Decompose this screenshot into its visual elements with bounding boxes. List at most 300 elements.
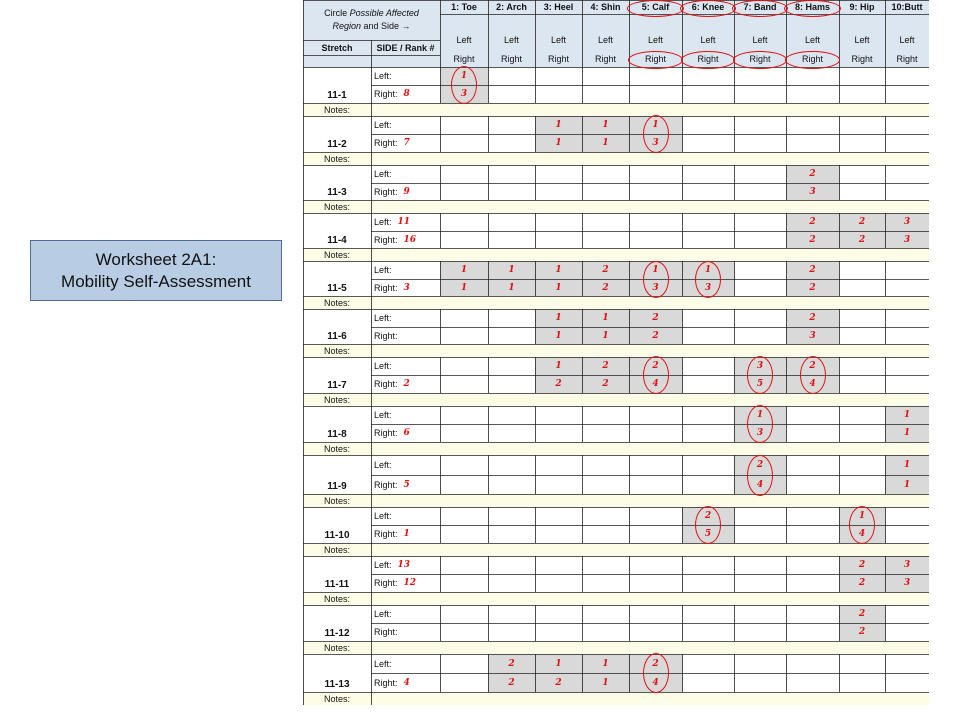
score-left-11-9-10 <box>885 455 929 475</box>
score-left-11-4-8 <box>786 213 839 231</box>
right-score: 2 <box>858 627 866 637</box>
score-left-11-6-7 <box>734 309 786 327</box>
right-rank-value: 4 <box>403 677 410 688</box>
right-score: 3 <box>652 282 659 293</box>
score-left-11-1-5 <box>629 67 682 85</box>
score-right-11-7-10 <box>885 375 929 393</box>
right-score: 5 <box>756 379 764 389</box>
score-left-11-3-6 <box>682 165 734 183</box>
left-score: 1 <box>508 265 515 275</box>
score-left-11-2-10 <box>885 116 929 134</box>
right-score: 4 <box>858 529 866 539</box>
left-score: 2 <box>858 609 866 619</box>
score-left-11-4-3 <box>535 213 582 231</box>
left-score: 2 <box>704 511 712 521</box>
stretch-name-11-11: 11-11 <box>324 579 350 590</box>
score-left-11-13-7 <box>734 654 786 673</box>
right-rank-value: 7 <box>403 138 410 148</box>
score-right-11-7-8 <box>786 375 839 393</box>
score-left-11-2-4 <box>582 116 629 134</box>
score-right-11-7-6 <box>682 375 734 393</box>
score-left-11-4-1 <box>440 213 488 231</box>
region-left-label-8: Left <box>786 32 839 48</box>
score-right-11-5-6 <box>682 279 734 296</box>
score-left-11-2-5 <box>629 116 682 134</box>
notes-label-11-10: Notes: <box>303 543 371 556</box>
score-left-11-2-8 <box>786 116 839 134</box>
left-label-11-12 <box>371 605 440 623</box>
right-side-label: Right: <box>374 627 398 637</box>
score-left-11-4-6 <box>682 213 734 231</box>
score-left-11-13-10 <box>885 654 929 673</box>
right-side-label: Right: <box>374 677 398 688</box>
right-rank-value: 16 <box>403 234 417 245</box>
left-score: 2 <box>809 361 816 371</box>
region-header-4: 4: Shin <box>582 0 629 14</box>
score-right-11-7-7 <box>734 375 786 393</box>
score-left-11-12-4 <box>582 605 629 623</box>
score-right-11-5-9 <box>839 279 885 296</box>
score-right-11-13-2 <box>488 673 535 692</box>
region-right-label-7: Right <box>734 51 786 67</box>
notes-label-11-7: Notes: <box>303 393 371 406</box>
circle-instruction <box>303 0 440 40</box>
left-side-label: Left: <box>374 658 392 669</box>
left-score: 1 <box>555 265 562 275</box>
left-score: 2 <box>652 361 659 371</box>
left-score: 1 <box>460 265 468 275</box>
right-label-11-1 <box>371 85 440 103</box>
region-header-10: 10:Butt <box>885 0 929 14</box>
score-right-11-8-1 <box>440 424 488 442</box>
region-header-2: 2: Arch <box>488 0 535 14</box>
stretch-name-11-10: 11-10 <box>324 530 350 541</box>
score-right-11-13-10 <box>885 673 929 692</box>
score-left-11-8-1 <box>440 406 488 424</box>
left-side-label: Left: <box>374 169 392 179</box>
notes-field-11-10 <box>371 543 929 556</box>
region-right-label-10: Right <box>885 51 929 67</box>
score-right-11-9-5 <box>629 475 682 494</box>
notes-field-11-12 <box>371 641 929 654</box>
region-header-3: 3: Heel <box>535 0 582 14</box>
left-score: 2 <box>858 560 866 570</box>
right-score: 1 <box>555 282 562 293</box>
score-right-11-5-10 <box>885 279 929 296</box>
score-left-11-6-3 <box>535 309 582 327</box>
score-right-11-4-1 <box>440 231 488 248</box>
left-label-11-13 <box>371 654 440 673</box>
score-right-11-9-4 <box>582 475 629 494</box>
score-left-11-6-6 <box>682 309 734 327</box>
score-right-11-4-5 <box>629 231 682 248</box>
score-left-11-9-2 <box>488 455 535 475</box>
score-left-11-10-2 <box>488 507 535 525</box>
score-right-11-3-8 <box>786 183 839 200</box>
score-right-11-2-6 <box>682 134 734 152</box>
right-score: 1 <box>602 138 609 148</box>
score-left-11-13-8 <box>786 654 839 673</box>
score-right-11-8-4 <box>582 424 629 442</box>
score-left-11-11-4 <box>582 556 629 574</box>
right-score: 1 <box>555 330 562 341</box>
score-right-11-11-6 <box>682 574 734 592</box>
left-score: 2 <box>602 265 609 275</box>
region-left-label-1: Left <box>440 32 488 48</box>
left-label-11-11 <box>371 556 440 574</box>
score-left-11-3-7 <box>734 165 786 183</box>
score-left-11-4-5 <box>629 213 682 231</box>
region-left-label-2: Left <box>488 32 535 48</box>
right-score: 2 <box>858 234 866 245</box>
region-left-label-6: Left <box>682 32 734 48</box>
right-side-label: Right: <box>374 529 398 539</box>
score-left-11-1-1 <box>440 67 488 85</box>
instruction-side-text: and Side → <box>361 21 411 31</box>
left-score: 2 <box>652 313 659 323</box>
right-side-label: Right: <box>374 138 398 148</box>
notes-field-11-11 <box>371 592 929 605</box>
left-score: 2 <box>602 361 609 371</box>
score-left-11-12-8 <box>786 605 839 623</box>
score-right-11-7-2 <box>488 375 535 393</box>
score-left-11-3-2 <box>488 165 535 183</box>
notes-field-11-9 <box>371 494 929 507</box>
left-score: 3 <box>756 361 764 371</box>
score-left-11-2-6 <box>682 116 734 134</box>
right-rank-value: 2 <box>403 379 410 389</box>
right-score: 1 <box>508 282 515 293</box>
score-right-11-2-7 <box>734 134 786 152</box>
region-header-6: 6: Knee <box>682 0 734 14</box>
score-right-11-5-3 <box>535 279 582 296</box>
score-right-11-6-10 <box>885 327 929 344</box>
side-rank-header: SIDE / Rank # <box>371 40 440 55</box>
stretch-name-11-5: 11-5 <box>327 283 347 294</box>
score-right-11-1-10 <box>885 85 929 103</box>
right-side-label: Right: <box>374 282 398 293</box>
score-right-11-1-6 <box>682 85 734 103</box>
region-right-label-4: Right <box>582 51 629 67</box>
region-right-label-1: Right <box>440 51 488 67</box>
score-right-11-10-9 <box>839 525 885 543</box>
notes-field-11-4 <box>371 248 929 261</box>
score-left-11-9-3 <box>535 455 582 475</box>
region-left-label-3: Left <box>535 32 582 48</box>
right-score: 2 <box>602 282 609 293</box>
right-label-11-4 <box>371 231 440 248</box>
score-left-11-10-3 <box>535 507 582 525</box>
right-score: 1 <box>555 138 562 148</box>
score-left-11-3-4 <box>582 165 629 183</box>
right-label-11-12 <box>371 623 440 641</box>
right-label-11-13 <box>371 673 440 692</box>
region-left-label-5: Left <box>629 32 682 48</box>
right-side-label: Right: <box>374 578 398 588</box>
score-right-11-8-3 <box>535 424 582 442</box>
stretch-name-11-9: 11-9 <box>327 481 347 492</box>
notes-field-11-6 <box>371 344 929 357</box>
score-right-11-6-5 <box>629 327 682 344</box>
score-left-11-7-4 <box>582 357 629 375</box>
left-score: 1 <box>555 313 562 323</box>
score-left-11-10-5 <box>629 507 682 525</box>
score-left-11-11-10 <box>885 556 929 574</box>
score-left-11-2-3 <box>535 116 582 134</box>
score-left-11-8-4 <box>582 406 629 424</box>
score-right-11-7-5 <box>629 375 682 393</box>
right-side-label: Right: <box>374 89 398 99</box>
score-right-11-10-5 <box>629 525 682 543</box>
score-right-11-2-1 <box>440 134 488 152</box>
right-label-11-5 <box>371 279 440 296</box>
left-score: 1 <box>555 361 562 371</box>
score-left-11-13-6 <box>682 654 734 673</box>
score-right-11-3-6 <box>682 183 734 200</box>
left-score: 1 <box>460 71 468 81</box>
score-left-11-7-8 <box>786 357 839 375</box>
score-right-11-12-1 <box>440 623 488 641</box>
score-left-11-9-1 <box>440 455 488 475</box>
score-right-11-6-8 <box>786 327 839 344</box>
score-right-11-2-5 <box>629 134 682 152</box>
score-left-11-8-9 <box>839 406 885 424</box>
score-left-11-4-4 <box>582 213 629 231</box>
score-left-11-1-4 <box>582 67 629 85</box>
score-left-11-9-8 <box>786 455 839 475</box>
score-left-11-8-10 <box>885 406 929 424</box>
score-right-11-11-1 <box>440 574 488 592</box>
left-score: 2 <box>508 658 515 669</box>
score-right-11-4-7 <box>734 231 786 248</box>
score-left-11-1-8 <box>786 67 839 85</box>
left-side-label: Left: <box>374 410 392 420</box>
score-right-11-2-3 <box>535 134 582 152</box>
score-left-11-2-7 <box>734 116 786 134</box>
score-left-11-5-9 <box>839 261 885 279</box>
worksheet-title-box <box>30 240 282 301</box>
score-right-11-7-3 <box>535 375 582 393</box>
score-right-11-7-4 <box>582 375 629 393</box>
score-right-11-13-3 <box>535 673 582 692</box>
score-right-11-12-6 <box>682 623 734 641</box>
left-score: 1 <box>602 120 609 130</box>
left-side-label: Left: <box>374 313 392 323</box>
score-left-11-13-9 <box>839 654 885 673</box>
score-left-11-1-6 <box>682 67 734 85</box>
score-right-11-8-8 <box>786 424 839 442</box>
worksheet-title-line2: Mobility Self-Assessment <box>61 271 251 291</box>
right-label-11-10 <box>371 525 440 543</box>
left-score: 1 <box>756 410 764 420</box>
score-left-11-11-3 <box>535 556 582 574</box>
score-right-11-2-9 <box>839 134 885 152</box>
right-score: 3 <box>903 234 911 245</box>
stretch-name-11-7: 11-7 <box>327 380 347 391</box>
score-left-11-4-10 <box>885 213 929 231</box>
score-left-11-8-2 <box>488 406 535 424</box>
right-score: 1 <box>903 479 911 490</box>
score-left-11-3-8 <box>786 165 839 183</box>
score-left-11-5-5 <box>629 261 682 279</box>
score-left-11-7-10 <box>885 357 929 375</box>
score-right-11-8-6 <box>682 424 734 442</box>
score-right-11-4-4 <box>582 231 629 248</box>
right-score: 1 <box>903 428 911 438</box>
right-side-label: Right: <box>374 428 398 438</box>
score-right-11-13-1 <box>440 673 488 692</box>
notes-label-11-4: Notes: <box>303 248 371 261</box>
score-left-11-1-3 <box>535 67 582 85</box>
score-left-11-8-5 <box>629 406 682 424</box>
region-right-label-9: Right <box>839 51 885 67</box>
score-left-11-4-7 <box>734 213 786 231</box>
right-score: 3 <box>460 89 468 99</box>
mobility-assessment-table <box>303 0 929 705</box>
right-score: 2 <box>555 677 562 688</box>
region-right-label-3: Right <box>535 51 582 67</box>
left-score: 1 <box>602 313 609 323</box>
right-side-label: Right: <box>374 330 398 341</box>
region-header-1: 1: Toe <box>440 0 488 14</box>
score-right-11-10-8 <box>786 525 839 543</box>
score-right-11-9-6 <box>682 475 734 494</box>
notes-field-11-2 <box>371 152 929 165</box>
left-score: 1 <box>555 658 562 669</box>
left-label-11-4 <box>371 213 440 231</box>
region-header-5: 5: Calf <box>629 0 682 14</box>
score-left-11-11-6 <box>682 556 734 574</box>
score-right-11-12-2 <box>488 623 535 641</box>
right-side-label: Right: <box>374 186 398 197</box>
left-score: 3 <box>903 560 911 570</box>
score-left-11-4-2 <box>488 213 535 231</box>
score-left-11-7-9 <box>839 357 885 375</box>
left-score: 2 <box>809 265 816 275</box>
score-right-11-13-6 <box>682 673 734 692</box>
left-rank-value: 11 <box>397 217 411 227</box>
left-score: 1 <box>903 410 911 420</box>
score-left-11-5-4 <box>582 261 629 279</box>
stretch-name-11-2: 11-2 <box>327 139 347 150</box>
score-left-11-10-4 <box>582 507 629 525</box>
score-left-11-13-3 <box>535 654 582 673</box>
score-left-11-1-9 <box>839 67 885 85</box>
score-left-11-2-1 <box>440 116 488 134</box>
score-left-11-3-3 <box>535 165 582 183</box>
score-right-11-11-7 <box>734 574 786 592</box>
score-right-11-6-3 <box>535 327 582 344</box>
score-right-11-5-1 <box>440 279 488 296</box>
region-left-label-4: Left <box>582 32 629 48</box>
score-left-11-12-6 <box>682 605 734 623</box>
score-right-11-3-3 <box>535 183 582 200</box>
left-side-label: Left: <box>374 609 392 619</box>
left-score: 1 <box>652 120 659 130</box>
region-right-label-8: Right <box>786 51 839 67</box>
score-right-11-12-10 <box>885 623 929 641</box>
right-score: 1 <box>602 330 609 341</box>
right-label-11-8 <box>371 424 440 442</box>
score-left-11-5-8 <box>786 261 839 279</box>
score-right-11-3-1 <box>440 183 488 200</box>
instruction-italic-region: Region <box>332 21 361 31</box>
right-score: 2 <box>809 282 816 293</box>
score-right-11-1-4 <box>582 85 629 103</box>
score-right-11-12-3 <box>535 623 582 641</box>
score-right-11-10-3 <box>535 525 582 543</box>
score-right-11-6-4 <box>582 327 629 344</box>
score-right-11-2-4 <box>582 134 629 152</box>
notes-label-11-8: Notes: <box>303 442 371 455</box>
score-right-11-12-8 <box>786 623 839 641</box>
score-left-11-9-7 <box>734 455 786 475</box>
score-right-11-8-10 <box>885 424 929 442</box>
score-left-11-7-3 <box>535 357 582 375</box>
left-score: 2 <box>756 460 764 470</box>
score-right-11-11-3 <box>535 574 582 592</box>
score-left-11-1-10 <box>885 67 929 85</box>
score-right-11-1-9 <box>839 85 885 103</box>
score-right-11-1-5 <box>629 85 682 103</box>
score-left-11-10-7 <box>734 507 786 525</box>
left-score: 1 <box>858 511 866 521</box>
score-left-11-10-6 <box>682 507 734 525</box>
score-left-11-9-5 <box>629 455 682 475</box>
right-score: 3 <box>652 138 659 148</box>
score-right-11-13-4 <box>582 673 629 692</box>
score-right-11-3-10 <box>885 183 929 200</box>
right-side-label: Right: <box>374 234 398 245</box>
right-rank-value: 12 <box>403 578 417 588</box>
right-label-11-2 <box>371 134 440 152</box>
score-right-11-10-2 <box>488 525 535 543</box>
region-left-label-7: Left <box>734 32 786 48</box>
score-left-11-10-8 <box>786 507 839 525</box>
right-score: 3 <box>903 578 911 588</box>
score-left-11-11-2 <box>488 556 535 574</box>
score-left-11-5-6 <box>682 261 734 279</box>
score-right-11-8-7 <box>734 424 786 442</box>
right-rank-value: 9 <box>403 186 410 197</box>
instruction-line2 <box>332 20 410 33</box>
region-right-label-2: Right <box>488 51 535 67</box>
score-left-11-9-4 <box>582 455 629 475</box>
score-right-11-2-2 <box>488 134 535 152</box>
score-right-11-5-2 <box>488 279 535 296</box>
region-left-label-10: Left <box>885 32 929 48</box>
score-right-11-9-9 <box>839 475 885 494</box>
left-side-label: Left: <box>374 460 392 470</box>
score-left-11-6-1 <box>440 309 488 327</box>
score-right-11-9-10 <box>885 475 929 494</box>
score-left-11-10-1 <box>440 507 488 525</box>
score-right-11-10-6 <box>682 525 734 543</box>
left-score: 1 <box>602 658 609 669</box>
notes-field-11-13 <box>371 692 929 705</box>
score-left-11-6-5 <box>629 309 682 327</box>
right-rank-value: 6 <box>403 428 410 438</box>
header-spacer <box>303 55 440 67</box>
left-label-11-3 <box>371 165 440 183</box>
score-right-11-1-7 <box>734 85 786 103</box>
score-left-11-5-7 <box>734 261 786 279</box>
score-right-11-3-5 <box>629 183 682 200</box>
instruction-line1 <box>324 7 419 20</box>
score-left-11-7-6 <box>682 357 734 375</box>
instruction-italic-text: Possible Affected <box>349 8 419 18</box>
notes-label-11-11: Notes: <box>303 592 371 605</box>
